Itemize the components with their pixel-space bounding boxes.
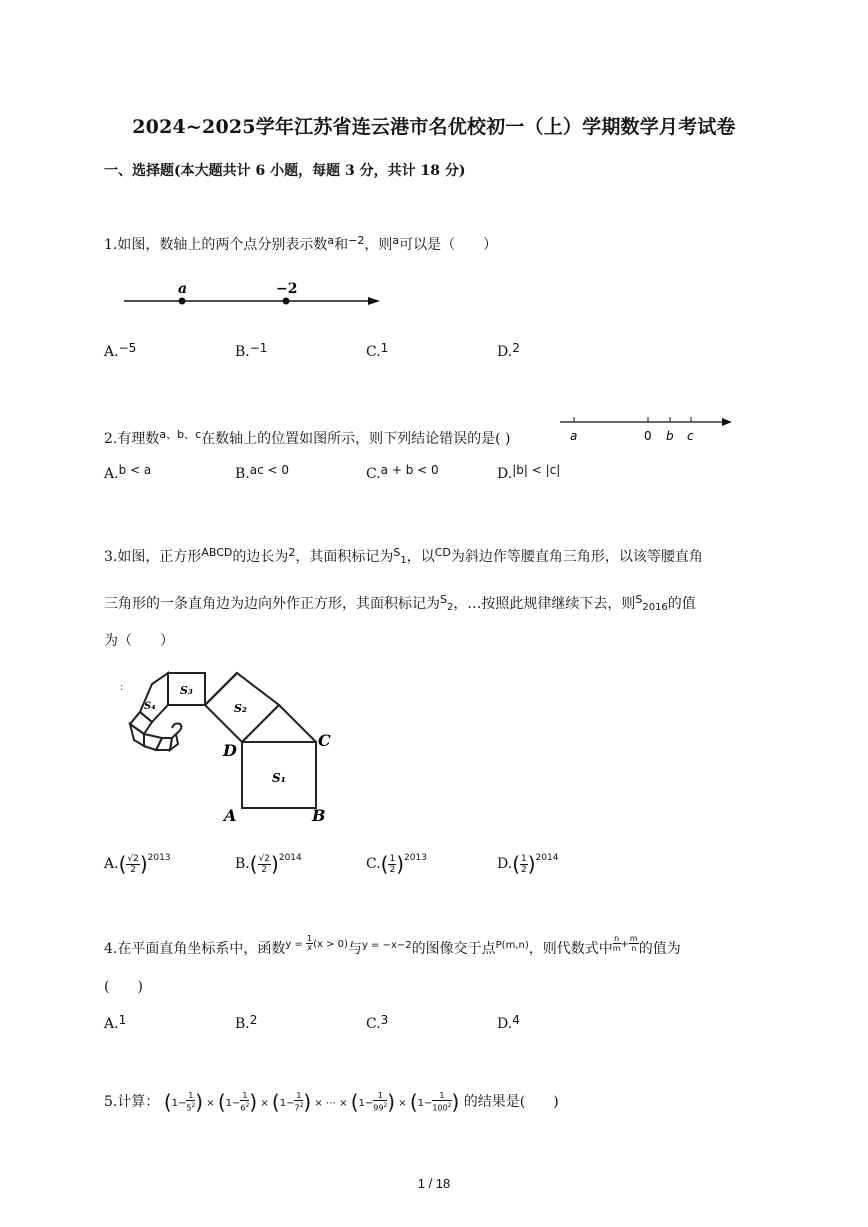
axis2-label-0: 0 (644, 429, 652, 443)
q2-option-b[interactable]: B.ac < 0 (235, 463, 290, 482)
q3-option-a[interactable]: A.( $\frac{√2}{2}$ )$^{2013}$ (104, 852, 171, 876)
axis2-label-c: c (687, 429, 694, 443)
question-1-stem: 1.如图，数轴上的两个点分别表示数$^a$和$^{-2}$，则$^a$可以是（ ） (104, 234, 498, 253)
question-4-line-2: ( ) (104, 979, 143, 995)
fig-label-b: B (312, 806, 326, 825)
page-title: 2024~2025学年江苏省连云港市名优校初一（上）学期数学月考试卷 (132, 116, 736, 138)
axis2-label-a: a (570, 429, 578, 443)
q4-option-d[interactable]: D.4 (497, 1013, 520, 1032)
fig-label-s1: S₁ (272, 771, 286, 785)
q4-option-a[interactable]: A.1 (104, 1013, 127, 1032)
question-3-line-2: 三角形的一条直角边为边向外作正方形，其面积标记为$^S$2，…按照此规律继续下去，则$^S$2016的值 (104, 593, 696, 613)
q2-option-a[interactable]: A.b < a (104, 463, 152, 482)
q1-option-d[interactable]: D.2 (497, 341, 520, 360)
section-heading: 一、选择题(本大题共计 6 小题，每题 3 分，共计 18 分) (104, 163, 466, 179)
product-term: (1− $\frac{1}{5^2}$ ) (163, 1090, 204, 1114)
q3-option-c[interactable]: C.( $\frac{1}{2}$ )$^{2013}$ (366, 852, 427, 876)
point-a (179, 298, 186, 305)
fig-label-d: D (223, 741, 237, 760)
svg-text::: : (120, 682, 124, 693)
product-term: (1− $\frac{1}{6^2}$ ) (217, 1090, 258, 1114)
point-neg2 (283, 298, 290, 305)
number-line-q1 (118, 278, 388, 312)
product-term: (1− $\frac{1}{7^2}$ ) (271, 1090, 312, 1114)
question-2-stem: 2.有理数$^{a、b、c}$在数轴上的位置如图所示，则下列结论错误的是( ) (104, 428, 511, 447)
fig-label-c: C (318, 731, 331, 750)
product-term: (1− $\frac{1}{100^2}$ ) (409, 1090, 460, 1114)
q3-option-b[interactable]: B.( $\frac{√2}{2}$ )$^{2014}$ (235, 852, 302, 876)
q2-option-c[interactable]: C.a + b < 0 (366, 463, 439, 482)
number-line-q2 (556, 412, 736, 448)
fig-label-s2: S₂ (234, 702, 247, 715)
product-expression: (1− $\frac{1}{5^2}$ ) × (1− $\frac{1}{6^2}$ ) × (1− $\frac{1}{7^2}$ ) × ⋯ × (1− $\frac{1}{99^2}$ ) × (1− $\frac{1}{100^2}$ ) (163, 1090, 460, 1114)
q1-option-b[interactable]: B.−1 (235, 341, 268, 360)
q2-option-d[interactable]: D.|b| < |c| (497, 463, 561, 482)
question-5-stem: 5.计算： (1− $\frac{1}{5^2}$ ) × (1− $\frac{1}{6^2}$ ) × (1− $\frac{1}{7^2}$ ) × ⋯ × (1− $\frac{1}{99^2}$ ) × (1− $\frac{1}{100^2}$ ) 的结果是( ) (104, 1090, 559, 1114)
q4-option-c[interactable]: C.3 (366, 1013, 389, 1032)
product-term: (1− $\frac{1}{99^2}$ ) (350, 1090, 396, 1114)
axis-label-a: a (178, 281, 188, 297)
fig-label-a: A (224, 806, 237, 825)
fig-label-s3: S₃ (180, 684, 193, 697)
axis2-label-b: b (666, 429, 674, 443)
question-3-line-3: 为（ ） (104, 633, 174, 649)
question-4-line-1: 4.在平面直角坐标系中，函数$^{y =}$ $\frac{1}{x}$ $^{(x > 0)}$与$^{y = -x-2}$的图像交于点$^{P(m,n)}$，则代数式中 $\frac{n}{m}$ + $\frac{m}{n}$ 的值为 (104, 933, 681, 957)
page-number: 1 / 18 (417, 1176, 451, 1191)
question-3-line-1: 3.如图，正方形$^{ABCD}$的边长为$^2$，其面积标记为$^S$1，以$^{CD}$为斜边作等腰直角三角形，以该等腰直角 (104, 546, 703, 566)
q1-option-a[interactable]: A.−5 (104, 341, 137, 360)
axis-label-neg2: −2 (276, 281, 298, 297)
q1-option-c[interactable]: C.1 (366, 341, 389, 360)
spiral-squares-figure (120, 666, 350, 826)
q4-option-b[interactable]: B.2 (235, 1013, 258, 1032)
fig-label-s4: S₄ (144, 701, 156, 712)
q3-option-d[interactable]: D.( $\frac{1}{2}$ )$^{2014}$ (497, 852, 559, 876)
